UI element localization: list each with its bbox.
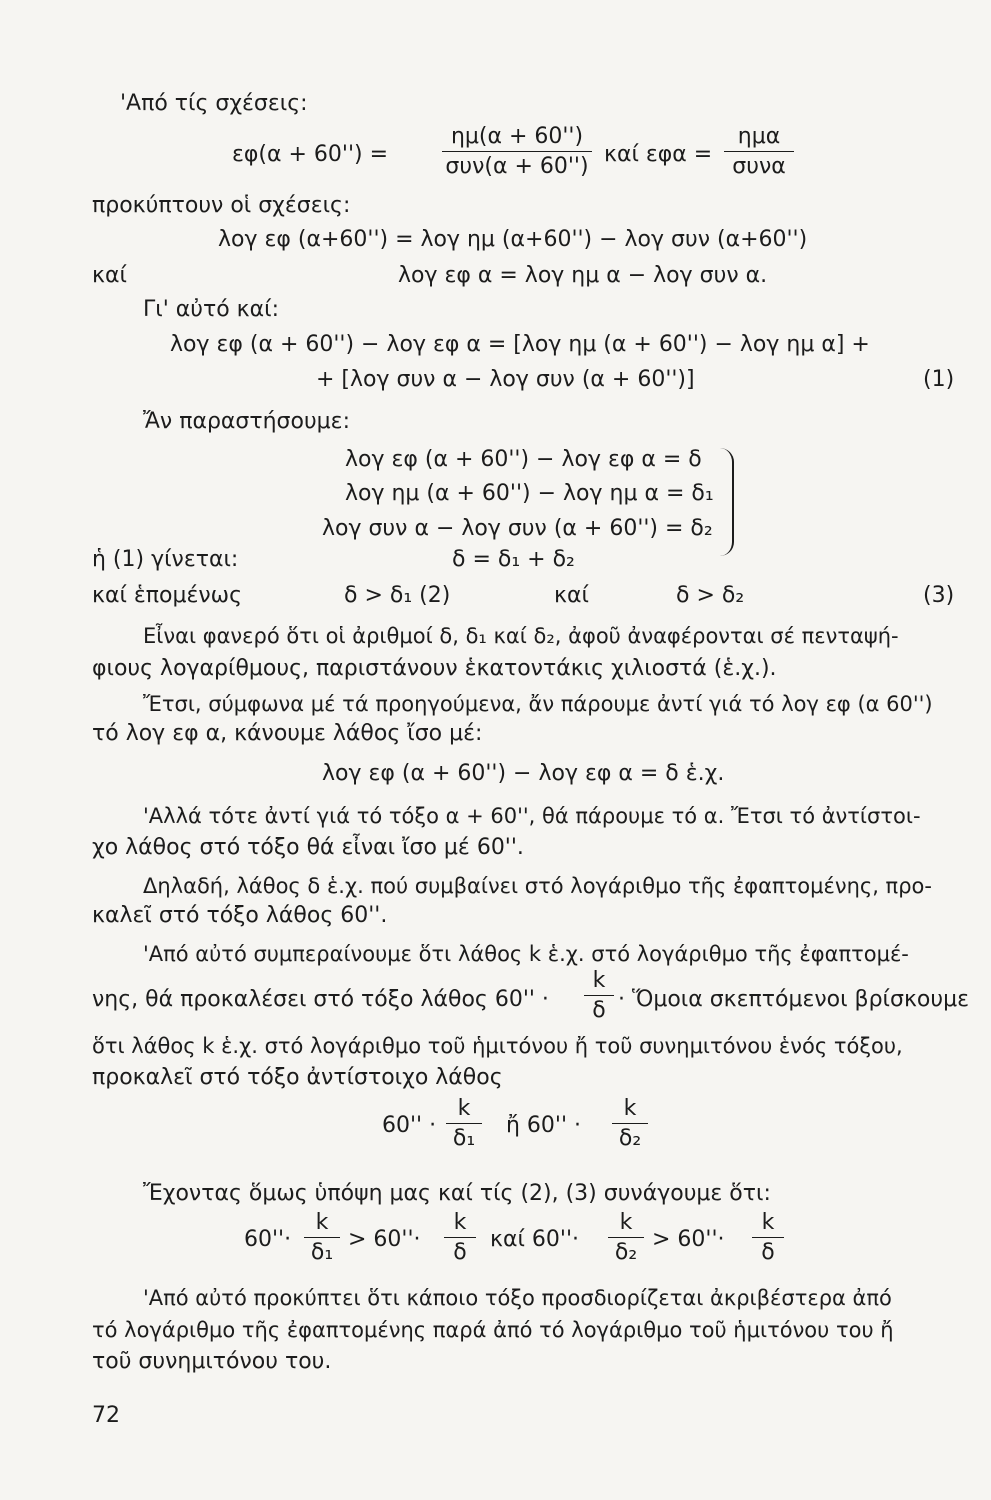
formula-line: > 60''· bbox=[348, 1227, 421, 1252]
fraction-bar bbox=[608, 1237, 644, 1238]
text-line: Γι' αὐτό καί: bbox=[143, 297, 279, 322]
text-line: Ἔχοντας ὅμως ὑπόψη μας καί τίς (2), (3) συνάγουμε ὅτι: bbox=[143, 1181, 771, 1206]
fraction-numerator: k bbox=[453, 1210, 467, 1235]
text-line: καί bbox=[92, 263, 127, 288]
text-line: 'Από αὐτό προκύπτει ὅτι κάποιο τόξο προσδιορίζεται ἀκριβέστερα ἀπό bbox=[143, 1286, 892, 1310]
fraction-denominator: συν(α + 60'') bbox=[445, 154, 589, 179]
formula-tan-a: καί εφα = bbox=[604, 142, 713, 167]
fraction-k-over-d2 bbox=[612, 1096, 648, 1152]
fraction-numerator: k bbox=[592, 968, 606, 993]
fraction-k-over-d bbox=[444, 1210, 476, 1266]
equation-number: (3) bbox=[923, 583, 955, 608]
fraction-bar bbox=[752, 1237, 784, 1238]
fraction-denominator: δ bbox=[592, 998, 606, 1023]
fraction-sin-cos-a bbox=[724, 124, 794, 180]
text-line: νης, θά προκαλέσει στό τόξο λάθος 60'' · bbox=[92, 987, 549, 1012]
text-line: προκαλεῖ στό τόξο ἀντίστοιχο λάθος bbox=[92, 1065, 503, 1090]
text-line: τό λογάριθμο τῆς ἐφαπτομένης παρά ἀπό τό λογάριθμο τοῦ ἡμιτόνου του ἤ bbox=[92, 1318, 894, 1342]
page-number: 72 bbox=[92, 1403, 120, 1428]
fraction-denominator: δ₁ bbox=[310, 1240, 334, 1265]
formula-line: δ > δ₁ (2) bbox=[344, 583, 451, 608]
formula-line: + [λογ συν α − λογ συν (α + 60'')] bbox=[316, 367, 695, 392]
text-line: ἡ (1) γίνεται: bbox=[92, 547, 239, 572]
fraction-k-over-d bbox=[752, 1210, 784, 1266]
text-line: τοῦ συνημιτόνου του. bbox=[92, 1349, 332, 1374]
formula-line: καί 60''· bbox=[490, 1227, 579, 1252]
fraction-denominator: δ₂ bbox=[618, 1126, 642, 1151]
equation-number: (1) bbox=[923, 367, 955, 392]
fraction-bar bbox=[444, 1237, 476, 1238]
fraction-sin-cos-sum bbox=[442, 124, 592, 180]
formula-line: > 60''· bbox=[652, 1227, 725, 1252]
fraction-bar bbox=[724, 151, 794, 152]
fraction-k-over-d1 bbox=[304, 1210, 340, 1266]
fraction-numerator: k bbox=[457, 1096, 471, 1121]
text-line: προκύπτουν οἱ σχέσεις: bbox=[92, 193, 351, 218]
fraction-numerator: ημα bbox=[737, 124, 781, 149]
fraction-k-over-d2 bbox=[608, 1210, 644, 1266]
formula-line: λογ εφ α = λογ ημ α − λογ συν α. bbox=[398, 263, 768, 288]
formula-line: λογ συν α − λογ συν (α + 60'') = δ₂ bbox=[322, 516, 713, 541]
text-line: Εἶναι φανερό ὅτι οἱ ἀριθμοί δ, δ₁ καί δ₂, ἀφοῦ ἀναφέρονται σέ πενταψή- bbox=[143, 624, 899, 648]
right-brace bbox=[718, 448, 734, 556]
fraction-numerator: k bbox=[315, 1210, 329, 1235]
fraction-numerator: k bbox=[623, 1096, 637, 1121]
fraction-bar bbox=[304, 1237, 340, 1238]
text-line: · Ὅμοια σκεπτόμενοι βρίσκουμε bbox=[618, 987, 969, 1012]
text-line: Ἄν παραστήσουμε: bbox=[143, 409, 350, 434]
formula-line: 60''· bbox=[244, 1227, 292, 1252]
fraction-k-over-d bbox=[584, 968, 614, 1024]
fraction-bar bbox=[612, 1123, 648, 1124]
text-line: Δηλαδή, λάθος δ ἑ.χ. πού συμβαίνει στό λογάριθμο τῆς ἐφαπτομένης, προ- bbox=[143, 874, 932, 898]
text-line: 'Από αὐτό συμπεραίνουμε ὅτι λάθος k ἑ.χ. στό λογάριθμο τῆς ἐφαπτομέ- bbox=[143, 942, 909, 966]
text-line: καλεῖ στό τόξο λάθος 60''. bbox=[92, 903, 388, 928]
fraction-denominator: δ bbox=[453, 1240, 467, 1265]
text-line: τό λογ εφ α, κάνουμε λάθος ἴσο μέ: bbox=[92, 721, 483, 746]
text-line: 'Αλλά τότε ἀντί γιά τό τόξο α + 60'', θά πάρουμε τό α. Ἔτσι τό ἀντίστοι- bbox=[143, 804, 921, 828]
text-line: φιους λογαρίθμους, παριστάνουν ἑκατοντάκις χιλιοστά (ἑ.χ.). bbox=[92, 656, 777, 681]
fraction-denominator: συνα bbox=[732, 154, 786, 179]
formula-line: δ > δ₂ bbox=[676, 583, 745, 608]
fraction-bar bbox=[442, 151, 592, 152]
fraction-denominator: δ₁ bbox=[452, 1126, 476, 1151]
fraction-numerator: k bbox=[619, 1210, 633, 1235]
fraction-k-over-d1 bbox=[446, 1096, 482, 1152]
formula-line: λογ εφ (α + 60'') − λογ εφ α = δ ἑ.χ. bbox=[322, 761, 725, 786]
text-line: καί ἑπομένως bbox=[92, 583, 243, 608]
fraction-numerator: k bbox=[761, 1210, 775, 1235]
text-line: χο λάθος στό τόξο θά εἶναι ἴσο μέ 60''. bbox=[92, 835, 524, 860]
fraction-denominator: δ₂ bbox=[614, 1240, 638, 1265]
fraction-numerator: ημ(α + 60'') bbox=[450, 124, 584, 149]
text-line: καί bbox=[554, 583, 589, 608]
formula-line: λογ εφ (α + 60'') − λογ εφ α = [λογ ημ (α + 60'') − λογ ημ α] + bbox=[170, 332, 870, 357]
text-line: 'Από τίς σχέσεις: bbox=[120, 91, 308, 116]
formula-tan-sum: εφ(α + 60'') = bbox=[232, 142, 389, 167]
text-line: Ἔτσι, σύμφωνα μέ τά προηγούμενα, ἄν πάρουμε ἀντί γιά τό λογ εφ (α 60'') bbox=[143, 692, 933, 716]
formula-line: 60'' · bbox=[382, 1113, 437, 1138]
formula-line: λογ εφ (α + 60'') − λογ εφ α = δ bbox=[345, 447, 702, 472]
formula-line: ἤ 60'' · bbox=[506, 1113, 582, 1138]
formula-line: λογ εφ (α+60'') = λογ ημ (α+60'') − λογ συν (α+60'') bbox=[218, 227, 808, 252]
fraction-bar bbox=[446, 1123, 482, 1124]
text-line: ὅτι λάθος k ἑ.χ. στό λογάριθμο τοῦ ἡμιτόνου ἤ τοῦ συνημιτόνου ἑνός τόξου, bbox=[92, 1034, 903, 1058]
formula-line: λογ ημ (α + 60'') − λογ ημ α = δ₁ bbox=[345, 481, 714, 506]
fraction-bar bbox=[584, 995, 614, 996]
formula-line: δ = δ₁ + δ₂ bbox=[452, 547, 575, 572]
fraction-denominator: δ bbox=[761, 1240, 775, 1265]
